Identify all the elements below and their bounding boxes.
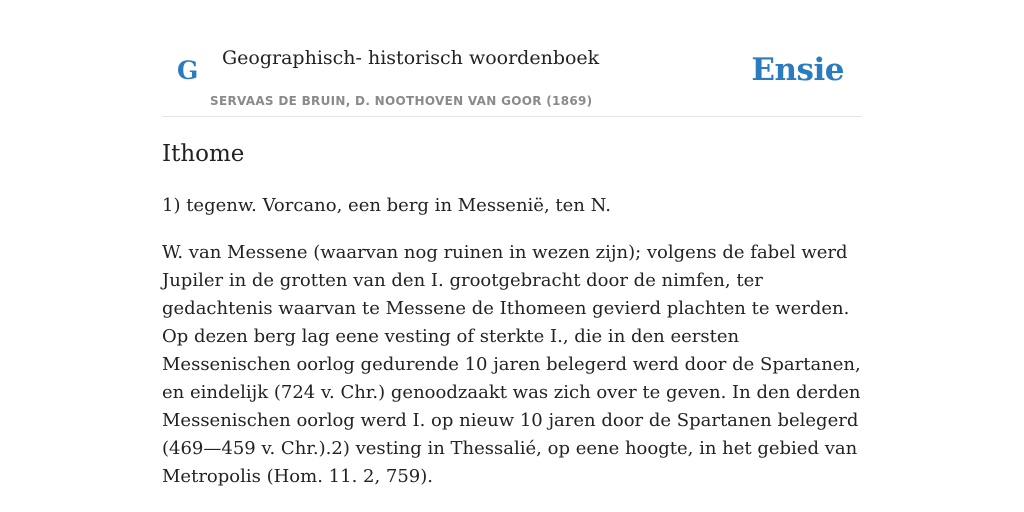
- site-logo[interactable]: Ensie: [751, 52, 844, 88]
- entry-paragraph: W. van Messene (waarvan nog ruinen in wezen zijn); volgens de fabel werd Jupiler in de grotten van den I. grootgebracht door de nimfen, ter gedachtenis waarvan te Messene de Ithomeen gevierd plachten te werden. Op dezen berg lag eene vesting of sterkte I., die in den eersten Messenischen oorlog gedurende 10 jaren belegerd werd door de Spartanen, en eindelijk (724 v. Chr.) genoodzaakt was zich over te geven. In den derden Messenischen oorlog werd I. op nieuw 10 jaren door de Spartanen belegerd (469—459 v. Chr.).2) vesting in Thessalié, op eene hoogte, in het gebied van Metropolis (Hom. 11. 2, 759).: [162, 242, 861, 487]
- book-logo[interactable]: G: [177, 56, 199, 85]
- book-author: SERVAAS DE BRUIN, D. NOOTHOVEN VAN GOOR (1869): [210, 94, 593, 108]
- entry-title: Ithome: [162, 141, 245, 167]
- entry-paragraph: 1) tegenw. Vorcano, een berg in Messenië, ten N.: [162, 195, 611, 216]
- entry-body: [162, 192, 862, 510]
- header: [162, 0, 862, 117]
- book-title[interactable]: Geographisch- historisch woordenboek: [222, 47, 600, 69]
